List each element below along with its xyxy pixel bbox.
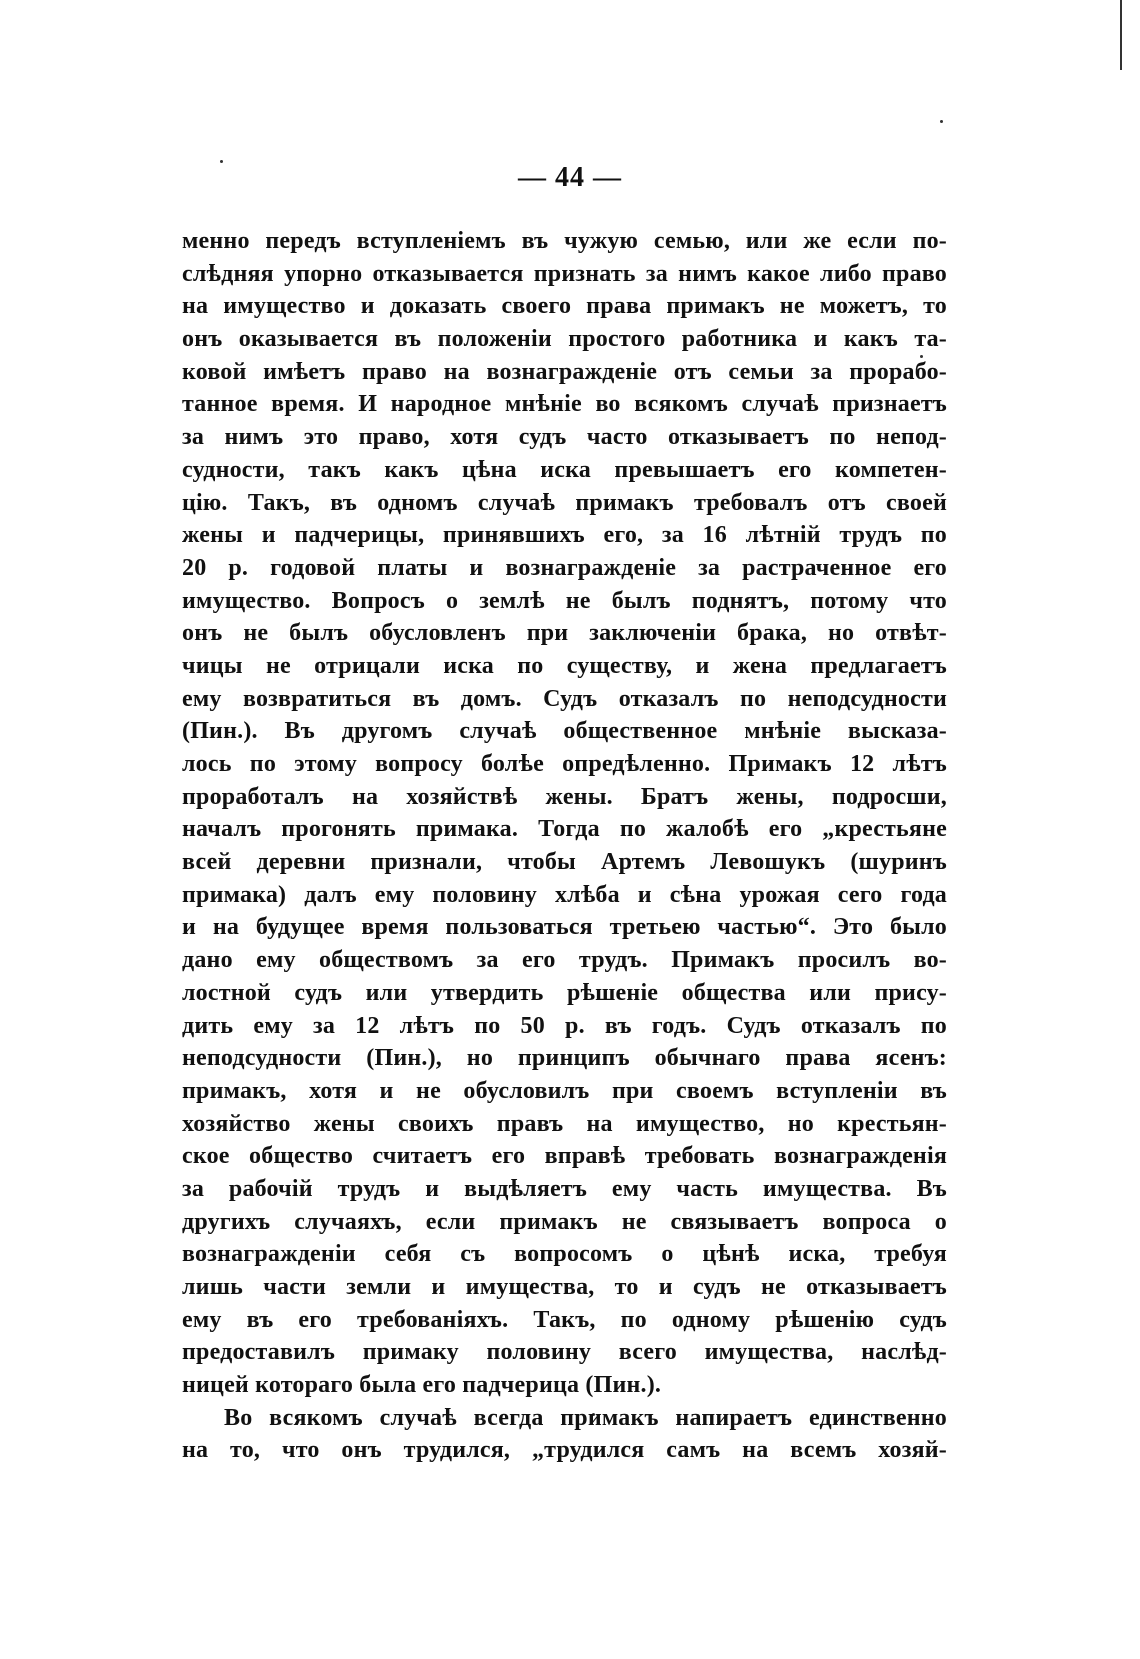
text-line: ское общество считаетъ его вправѣ требовать вознагражденія: [182, 1143, 947, 1170]
body-text: [182, 225, 947, 1467]
text-line: лось по этому вопросу болѣе опредѣленно. Примакъ 12 лѣтъ: [182, 751, 947, 777]
text-line: за рабочій трудъ и выдѣляетъ ему часть имущества. Въ: [182, 1175, 947, 1202]
text-line: судности, такъ какъ цѣна иска превышаетъ его компетен-: [182, 456, 947, 483]
text-line: на имущество и доказать своего права примакъ не можетъ, то: [182, 293, 947, 320]
text-line: лостной судъ или утвердить рѣшеніе общества или прису-: [182, 979, 947, 1006]
text-line: лишь части земли и имущества, то и судъ не отказываетъ: [182, 1274, 947, 1300]
text-line: ницей котораго была его падчерица (Пин.).: [182, 1372, 662, 1399]
text-line: предоставилъ примаку половину всего имущества, наслѣд-: [182, 1339, 947, 1366]
text-line: онъ не былъ обусловленъ при заключеніи брака, но отвѣт-: [182, 620, 947, 647]
text-line: ковой имѣетъ право на вознагражденіе отъ семьи за прорабо-: [182, 358, 947, 385]
text-line: цію. Такъ, въ одномъ случаѣ примакъ требовалъ отъ своей: [182, 489, 947, 516]
text-line: чицы не отрицали иска по существу, и жена предлагаетъ: [182, 652, 947, 679]
text-line: другихъ случаяхъ, если примакъ не связываетъ вопроса о: [182, 1208, 947, 1235]
text-line: и на будущее время пользоваться третьею частью“. Это было: [182, 914, 947, 941]
text-line: имущество. Вопросъ о землѣ не былъ поднятъ, потому что: [182, 587, 947, 614]
text-line: 20 р. годовой платы и вознагражденіе за растраченное его: [182, 554, 947, 581]
text-line: танное время. И народное мнѣніе во всякомъ случаѣ признаетъ: [182, 391, 947, 418]
text-line: ему въ его требованіяхъ. Такъ, по одному рѣшенію судъ: [182, 1306, 947, 1333]
page-number: — 44 —: [518, 162, 622, 193]
text-line: дано ему обществомъ за его трудъ. Примакъ просилъ во-: [182, 947, 947, 974]
text-line: Во всякомъ случаѣ всегда примакъ напираетъ единственно: [224, 1404, 947, 1431]
text-line: вознагражденіи себя съ вопросомъ о цѣнѣ иска, требуя: [182, 1241, 947, 1268]
text-line: на то, что онъ трудился, „трудился самъ на всемъ хозяй-: [182, 1437, 947, 1464]
text-line: за нимъ это право, хотя судъ часто отказываетъ по непод-: [182, 424, 947, 451]
text-line: началъ прогонять примака. Тогда по жалобѣ его „крестьяне: [182, 816, 947, 843]
text-line: слѣдняя упорно отказывается признать за нимъ какое либо право: [182, 260, 947, 287]
text-line: менно передъ вступленіемъ въ чужую семью, или же если по-: [182, 228, 947, 254]
text-line: онъ оказывается въ положеніи простого работника и какъ та-: [182, 326, 947, 353]
scan-edge-mark: [1120, 0, 1122, 70]
text-line: примакъ, хотя и не обусловилъ при своемъ вступленіи въ: [182, 1077, 947, 1104]
text-line: жены и падчерицы, принявшихъ его, за 16 лѣтній трудъ по: [182, 522, 947, 549]
text-line: хозяйство жены своихъ правъ на имущество, но крестьян-: [182, 1110, 947, 1137]
scan-speck: [940, 120, 943, 123]
text-line: неподсудности (Пин.), но принципъ обычнаго права ясенъ:: [182, 1045, 947, 1072]
text-line: примака) далъ ему половину хлѣба и сѣна урожая сего года: [182, 881, 947, 908]
text-line: ему возвратиться въ домъ. Судъ отказалъ по неподсудности: [182, 685, 947, 712]
text-line: дить ему за 12 лѣтъ по 50 р. въ годъ. Судъ отказалъ по: [182, 1012, 947, 1039]
text-line: всей деревни признали, чтобы Артемъ Левошукъ (шуринъ: [182, 849, 947, 876]
text-line: (Пин.). Въ другомъ случаѣ общественное мнѣніе высказа-: [182, 718, 947, 745]
text-line: проработалъ на хозяйствѣ жены. Братъ жены, подросши,: [182, 783, 947, 810]
